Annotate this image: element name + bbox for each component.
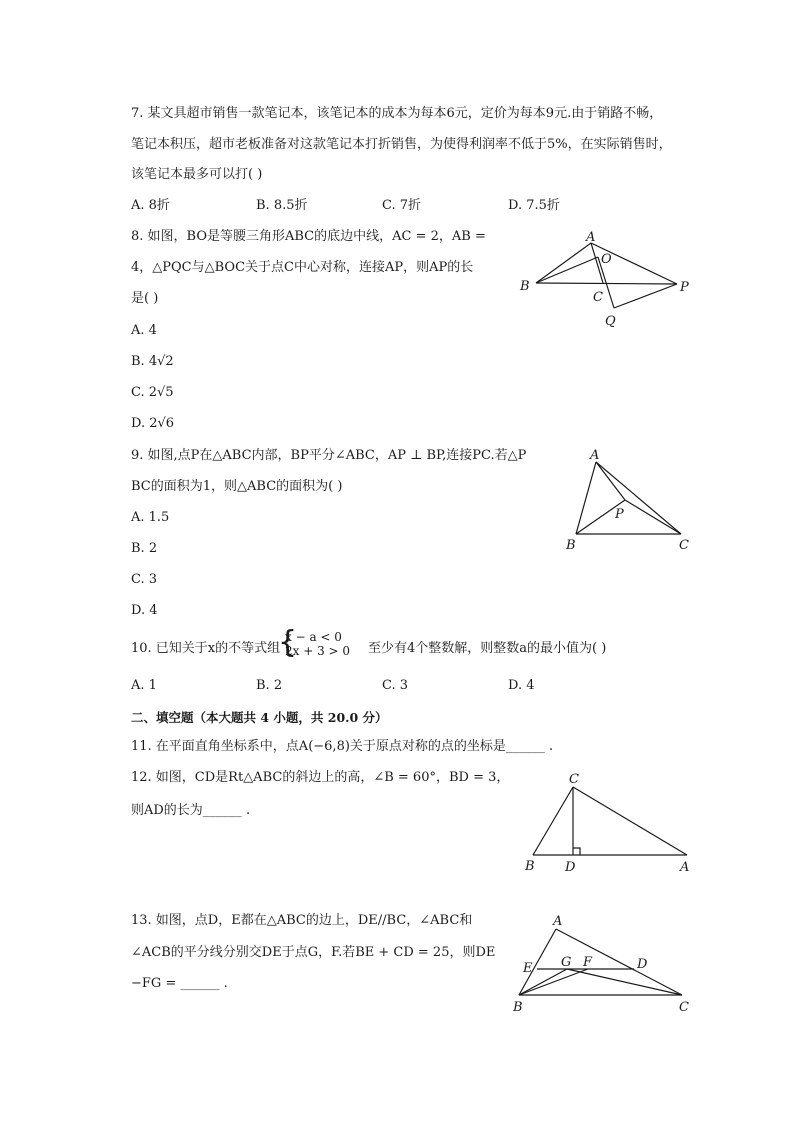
q11-text: 11. 在平面直角坐标系中，点A(−6,8)关于原点对称的点的坐标是______ . xyxy=(131,739,554,754)
q8-line2: 4，△PQC与△BOC关于点C中心对称，连接AP，则AP的长 xyxy=(131,260,474,275)
q8-option-a: A. 4 xyxy=(131,323,157,338)
q13-label-g: G xyxy=(561,955,572,970)
q7-line1: 7. 某文具超市销售一款笔记本，该笔记本的成本为每本6元，定价为每本9元.由于销路不畅， xyxy=(131,106,663,121)
q7-option-c: C. 7折 xyxy=(382,198,422,213)
q7-option-d: D. 7.5折 xyxy=(508,198,560,213)
q8-label-b: B xyxy=(520,279,530,294)
q8-label-q: Q xyxy=(605,314,616,329)
q8-line1: 8. 如图，BO是等腰三角形ABC的底边中线，AC = 2，AB = xyxy=(131,229,486,244)
q8-option-d: D. 2√6 xyxy=(131,416,175,431)
q10-option-a: A. 1 xyxy=(131,678,157,693)
q8-option-c: C. 2√5 xyxy=(131,385,174,400)
q7-line3: 该笔记本最多可以打( ) xyxy=(131,167,263,182)
q13-label-d: D xyxy=(637,957,648,972)
q12-label-d: D xyxy=(565,860,576,875)
q10-option-b: B. 2 xyxy=(256,678,283,693)
q9-label-p: P xyxy=(615,507,624,522)
q8-label-c: C xyxy=(593,290,603,305)
q10-suffix: 至少有4个整数解，则整数a的最小值为( ) xyxy=(368,641,607,656)
q8-label-o: O xyxy=(601,252,612,267)
q13-label-c: C xyxy=(679,1000,689,1015)
q8-option-b: B. 4√2 xyxy=(131,354,174,369)
q8-line3: 是( ) xyxy=(131,291,159,306)
q12-label-a: A xyxy=(680,860,690,875)
q9-option-a: A. 1.5 xyxy=(131,510,170,525)
q7-line2: 笔记本积压，超市老板准备对这款笔记本打折销售，为使得利润率不低于5%，在实际销售时， xyxy=(131,137,672,152)
section-heading: 二、填空题（本大题共 4 小题，共 20.0 分） xyxy=(131,710,388,725)
q13-label-b: B xyxy=(513,1000,523,1015)
q9-option-b: B. 2 xyxy=(131,541,158,556)
q13-label-f: F xyxy=(583,955,593,970)
q7-option-a: A. 8折 xyxy=(131,198,170,213)
q13-line1: 13. 如图，点D，E都在△ABC的边上，DE//BC，∠ABC和 xyxy=(131,913,473,928)
q9-line2: BC的面积为1，则△ABC的面积为( ) xyxy=(131,479,343,494)
q10-inequality-1: x − a < 0 xyxy=(285,630,342,644)
q7-option-b: B. 8.5折 xyxy=(256,198,308,213)
q9-option-c: C. 3 xyxy=(131,572,158,587)
q10-option-d: D. 4 xyxy=(508,678,535,693)
q10-option-c: C. 3 xyxy=(382,678,409,693)
q13-label-e: E xyxy=(523,961,533,976)
q13-label-a: A xyxy=(553,914,563,929)
q10-brace: { xyxy=(278,625,298,660)
q12-line2: 则AD的长为______ . xyxy=(131,803,251,818)
q13-seg-AC xyxy=(556,929,682,995)
q8-label-p: P xyxy=(680,280,689,295)
q9-label-a: A xyxy=(590,448,600,463)
q9-option-d: D. 4 xyxy=(131,603,158,618)
q12-line1: 12. 如图，CD是Rt△ABC的斜边上的高，∠B = 60°，BD = 3， xyxy=(131,770,510,785)
q12-label-c: C xyxy=(569,772,579,787)
q10-inequality-2: 2x + 3 > 0 xyxy=(285,644,351,658)
q8-label-a: A xyxy=(586,230,596,245)
q9-label-b: B xyxy=(566,538,576,553)
q9-label-c: C xyxy=(679,538,689,553)
q12-label-b: B xyxy=(525,859,535,874)
q9-line1: 9. 如图,点P在△ABC内部，BP平分∠ABC，AP ⊥ BP,连接PC.若△P xyxy=(131,448,527,463)
q13-line3: −FG = ______ . xyxy=(131,976,228,991)
q10-prefix: 10. 已知关于x的不等式组 xyxy=(131,641,281,656)
q13-seg-GC xyxy=(567,969,682,995)
q13-line2: ∠ACB的平分线分别交DE于点G，F.若BE + CD = 25，则DE xyxy=(131,945,496,960)
